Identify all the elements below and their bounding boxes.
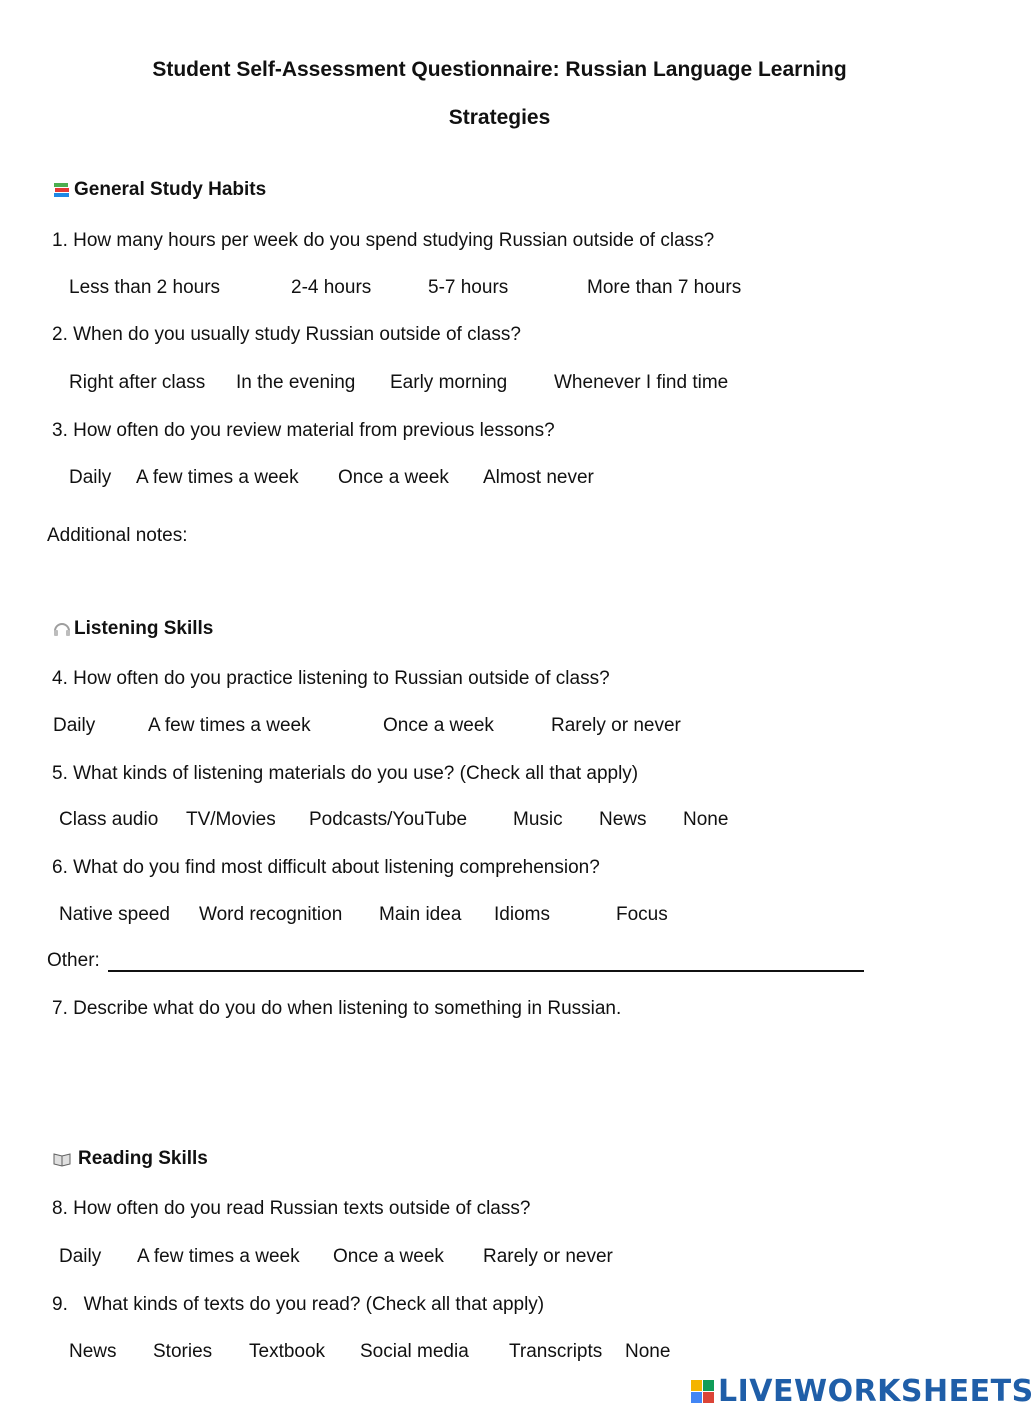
option[interactable]: Transcripts xyxy=(509,1341,603,1362)
section-heading-label: Reading Skills xyxy=(78,1148,208,1169)
logo-text: LIVEWORKSHEETS xyxy=(718,1374,1034,1409)
option[interactable]: Once a week xyxy=(338,467,449,488)
option[interactable]: In the evening xyxy=(236,372,356,393)
additional-notes-label: Additional notes: xyxy=(47,525,188,546)
question-2-options xyxy=(0,372,999,398)
question-3-options xyxy=(0,467,999,493)
option[interactable]: Early morning xyxy=(390,372,508,393)
question-5-options xyxy=(0,809,999,835)
option[interactable]: Social media xyxy=(360,1341,469,1362)
logo-mark-icon xyxy=(690,1379,716,1405)
question-1: 1. How many hours per week do you spend studying Russian outside of class? xyxy=(52,230,715,251)
page-title-line-2: Strategies xyxy=(448,106,551,129)
question-7: 7. Describe what do you do when listening to something in Russian. xyxy=(52,998,622,1019)
option[interactable]: News xyxy=(69,1341,117,1362)
option[interactable]: A few times a week xyxy=(137,1246,300,1267)
option[interactable]: Class audio xyxy=(59,809,159,830)
option[interactable]: Stories xyxy=(153,1341,213,1362)
option[interactable]: Once a week xyxy=(383,715,494,736)
option[interactable]: News xyxy=(599,809,647,830)
question-4-options xyxy=(0,715,999,741)
question-3: 3. How often do you review material from previous lessons? xyxy=(52,420,555,441)
question-2: 2. When do you usually study Russian outside of class? xyxy=(52,324,521,345)
option[interactable]: Rarely or never xyxy=(551,715,681,736)
option[interactable]: Word recognition xyxy=(199,904,343,925)
option[interactable]: 2-4 hours xyxy=(291,277,372,298)
option[interactable]: Native speed xyxy=(59,904,170,925)
option[interactable]: Whenever I find time xyxy=(554,372,729,393)
headphones-icon xyxy=(52,619,72,639)
option[interactable]: None xyxy=(625,1341,671,1362)
section-heading-listening xyxy=(52,618,213,640)
page-title-line-1: Student Self-Assessment Questionnaire: Russian Language Learning xyxy=(152,58,847,81)
option[interactable]: Less than 2 hours xyxy=(69,277,221,298)
question-4: 4. How often do you practice listening to Russian outside of class? xyxy=(52,668,610,689)
question-6: 6. What do you find most difficult about listening comprehension? xyxy=(52,857,600,878)
option[interactable]: More than 7 hours xyxy=(587,277,742,298)
books-icon xyxy=(52,180,72,200)
question-1-options xyxy=(0,277,999,303)
option[interactable]: Daily xyxy=(59,1246,102,1267)
open-book-icon xyxy=(52,1149,72,1169)
question-6-options xyxy=(0,904,999,930)
option[interactable]: Once a week xyxy=(333,1246,444,1267)
option[interactable]: Podcasts/YouTube xyxy=(309,809,468,830)
option[interactable]: TV/Movies xyxy=(186,809,276,830)
section-heading-label: Listening Skills xyxy=(74,618,214,639)
other-label: Other: xyxy=(47,950,100,971)
option[interactable]: Daily xyxy=(53,715,96,736)
option[interactable]: A few times a week xyxy=(136,467,299,488)
option[interactable]: Rarely or never xyxy=(483,1246,613,1267)
section-heading-general xyxy=(52,179,266,201)
option[interactable]: Almost never xyxy=(483,467,594,488)
option[interactable]: Right after class xyxy=(69,372,206,393)
section-heading-reading xyxy=(52,1148,208,1170)
question-8-options xyxy=(0,1246,999,1272)
option[interactable]: Music xyxy=(513,809,563,830)
option[interactable]: 5-7 hours xyxy=(428,277,509,298)
option[interactable]: Daily xyxy=(69,467,112,488)
question-9-options xyxy=(0,1341,999,1367)
option[interactable]: None xyxy=(683,809,729,830)
question-8: 8. How often do you read Russian texts outside of class? xyxy=(52,1198,531,1219)
question-9: 9. What kinds of texts do you read? (Check all that apply) xyxy=(52,1294,545,1315)
question-5: 5. What kinds of listening materials do you use? (Check all that apply) xyxy=(52,763,639,784)
liveworksheets-logo xyxy=(690,1374,1034,1409)
other-input-line[interactable] xyxy=(108,970,864,972)
option[interactable]: Idioms xyxy=(494,904,550,925)
option[interactable]: Textbook xyxy=(249,1341,326,1362)
option[interactable]: A few times a week xyxy=(148,715,311,736)
option[interactable]: Focus xyxy=(616,904,668,925)
option[interactable]: Main idea xyxy=(379,904,462,925)
section-heading-label: General Study Habits xyxy=(74,179,267,200)
